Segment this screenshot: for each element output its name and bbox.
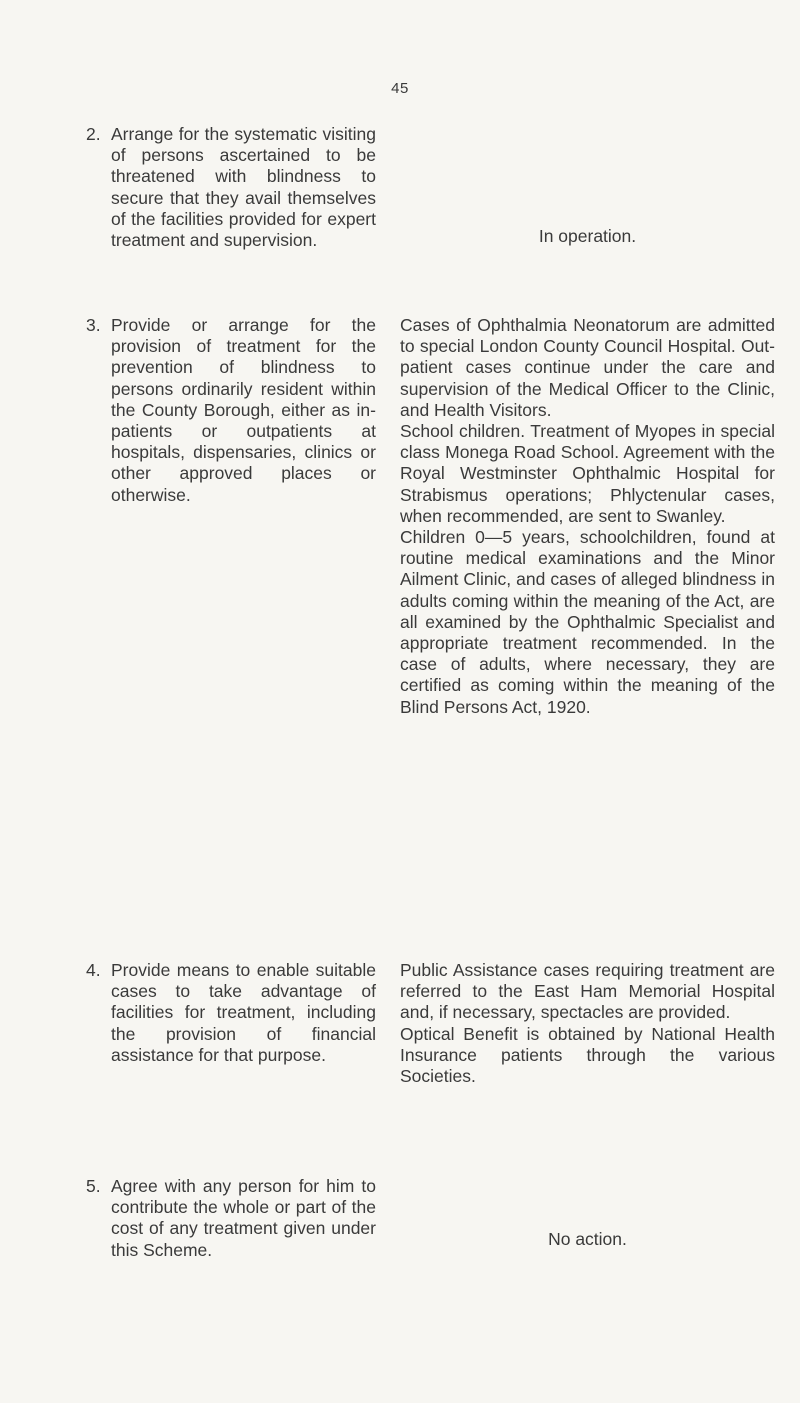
item-action <box>400 960 775 1087</box>
action-paragraph: Optical Benefit is obtained by National Health Insurance patients through the various Societies. <box>400 1023 775 1087</box>
action-paragraph: In operation. <box>538 226 637 246</box>
item-action <box>400 1229 775 1250</box>
item-number: 4. <box>86 960 101 980</box>
page-number: 45 <box>391 80 409 97</box>
item-requirement: Provide means to enable suitable cases to take advantage of facilities for treatment, including the provision of financial assistance for that purpose. <box>111 960 376 1065</box>
item-number: 2. <box>86 124 101 144</box>
item-action <box>400 315 775 718</box>
action-paragraph: Children 0—5 years, schoolchildren, found at routine medical examinations and the Minor Ailment Clinic, and cases of alleged blindness in adults coming within the meaning of the Act, are all examined by the Ophthalmic Specialist and appropriate treatment recommended. In the case of adults, where necessary, they are certified as coming within the meaning of the Blind Persons Act, 1920. <box>400 527 775 717</box>
action-paragraph: No action. <box>548 1229 627 1249</box>
item-requirement: Provide or arrange for the provision of treatment for the prevention of blindness to persons ordinarily resident within the County Borough, either as in-patients or outpatients at hospitals, dispensaries, clinics or other approved places or otherwise. <box>111 315 376 505</box>
item-number: 5. <box>86 1176 101 1196</box>
item-action <box>400 226 775 247</box>
item-number: 3. <box>86 315 101 335</box>
action-paragraph: Public Assistance cases requiring treatment are referred to the East Ham Memorial Hospital and, if necessary, spectacles are provided. <box>400 960 775 1023</box>
item-requirement: Agree with any person for him to contribute the whole or part of the cost of any treatment given under this Scheme. <box>111 1176 376 1260</box>
action-paragraph: Cases of Ophthalmia Neonatorum are admitted to special London County Council Hospital. Out-patient cases continue under the care and supervision of the Medical Officer to the Clinic, and Health Visitors. <box>400 315 775 420</box>
action-paragraph: School children. Treatment of Myopes in special class Monega Road School. Agreement with the Royal Westminster Ophthalmic Hospital for Strabismus operations; Phlyctenular cases, when recommended, are sent to Swanley. <box>400 421 775 526</box>
item-requirement: Arrange for the systematic visiting of persons ascertained to be threatened with blindness to secure that they avail themselves of the facilities provided for expert treatment and supervision. <box>111 124 376 251</box>
